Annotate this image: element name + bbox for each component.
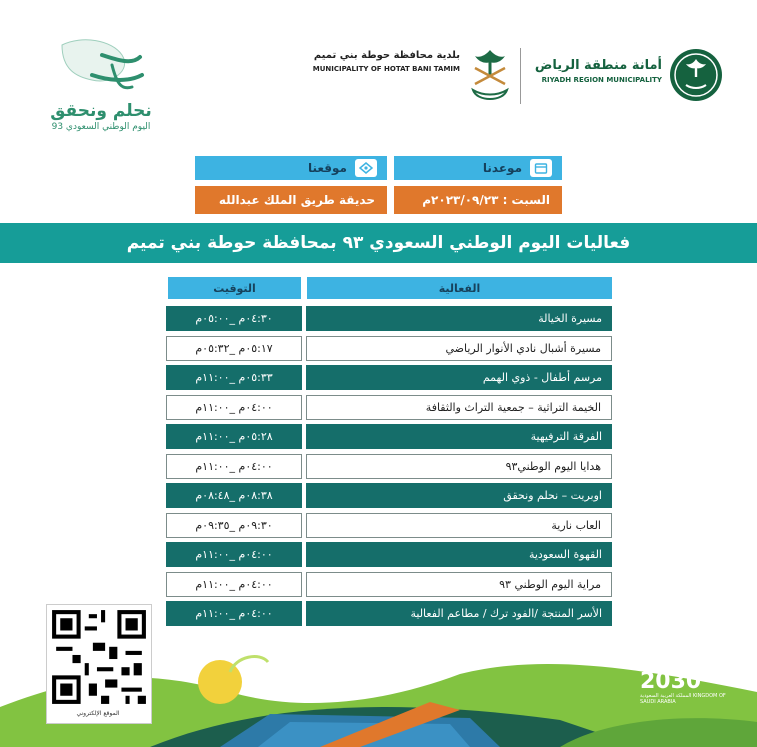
calendar-icon bbox=[530, 159, 552, 177]
time-cell: ٠٨:٣٨م _٠٨:٤٨م bbox=[166, 483, 302, 508]
event-column-header: الفعالية bbox=[307, 277, 612, 299]
qr-code-box[interactable] bbox=[46, 604, 152, 724]
vision-2030-logo bbox=[640, 663, 730, 705]
riyadh-name-en: RIYADH REGION MUNICIPALITY bbox=[541, 76, 662, 84]
vision-year: 2030 bbox=[640, 669, 702, 694]
time-cell: ٠٤:٠٠م _١١:٠٠م bbox=[166, 454, 302, 479]
time-cell: ٠٤:٠٠م _١١:٠٠م bbox=[166, 542, 302, 567]
riyadh-logo-icon bbox=[668, 47, 724, 103]
event-cell: الأسر المنتجة /الفود ترك / مطاعم الفعالية bbox=[306, 601, 612, 626]
riyadh-municipality-block bbox=[526, 58, 662, 84]
time-cell: ٠٩:٣٠م _٠٩:٣٥م bbox=[166, 513, 302, 538]
time-cell: ٠٤:٠٠م _١١:٠٠م bbox=[166, 395, 302, 420]
national-day-subtitle: اليوم الوطني السعودي 93 bbox=[51, 122, 151, 132]
vision-kingdom: المملكة العربية السعودية KINGDOM OF SAUDI ARABIA bbox=[640, 693, 726, 705]
venue-value: حديقة طريق الملك عبدالله bbox=[218, 193, 375, 207]
municipality-name-ar: بلدية محافظة حوطة بني تميم bbox=[313, 50, 460, 61]
header-divider bbox=[520, 48, 521, 104]
riyadh-name-ar: أمانة منطقة الرياض bbox=[534, 58, 662, 73]
event-cell: القهوة السعودية bbox=[306, 542, 612, 567]
venue-value-box bbox=[195, 186, 387, 214]
event-cell: مسيرة أشبال نادي الأنوار الرياضي bbox=[306, 336, 612, 361]
event-cell: مراية اليوم الوطني ٩٣ bbox=[306, 572, 612, 597]
location-icon bbox=[355, 159, 377, 177]
time-column-header: التوقيت bbox=[168, 277, 301, 299]
event-cell: اوبريت – نحلم ونحقق bbox=[306, 483, 612, 508]
event-cell: الفرقة الترفيهية bbox=[306, 424, 612, 449]
time-cell: ٠٥:١٧م _٠٥:٣٢م bbox=[166, 336, 302, 361]
event-cell: مسيرة الخيالة bbox=[306, 306, 612, 331]
date-value: السبت : ٢٠٢٣/٠٩/٢٣م bbox=[422, 193, 550, 207]
saudi-emblem-icon bbox=[465, 46, 515, 106]
time-cell: ٠٤:٠٠م _١١:٠٠م bbox=[166, 601, 302, 626]
qr-code-icon bbox=[48, 606, 150, 708]
venue-label-box bbox=[195, 156, 387, 180]
vision-label: VISION رؤيـة bbox=[640, 663, 681, 671]
municipality-name-en: MUNICIPALITY OF HOTAT BANI TAMIM bbox=[312, 65, 460, 73]
time-cell: ٠٤:٠٠م _١١:٠٠م bbox=[166, 572, 302, 597]
event-cell: الخيمة التراثية – جمعية التراث والثقافة bbox=[306, 395, 612, 420]
time-cell: ٠٤:٣٠م _٠٥:٠٠م bbox=[166, 306, 302, 331]
banner-title: فعاليات اليوم الوطني السعودي ٩٣ بمحافظة حوطة بني تميم bbox=[126, 233, 631, 253]
event-cell: هدايا اليوم الوطني٩٣ bbox=[306, 454, 612, 479]
qr-caption: الموقع الإلكتروني bbox=[76, 710, 120, 717]
time-cell: ٠٥:٣٣م _١١:٠٠م bbox=[166, 365, 302, 390]
event-cell: العاب نارية bbox=[306, 513, 612, 538]
venue-label: موقعنا bbox=[308, 161, 347, 175]
municipality-block bbox=[300, 50, 460, 73]
event-cell: مرسم أطفال - ذوي الهمم bbox=[306, 365, 612, 390]
national-day-title: نحلم ونحقق bbox=[50, 101, 152, 121]
date-value-box bbox=[394, 186, 562, 214]
time-cell: ٠٥:٢٨م _١١:٠٠م bbox=[166, 424, 302, 449]
date-label-box bbox=[394, 156, 562, 180]
date-label: موعدنا bbox=[482, 161, 522, 175]
